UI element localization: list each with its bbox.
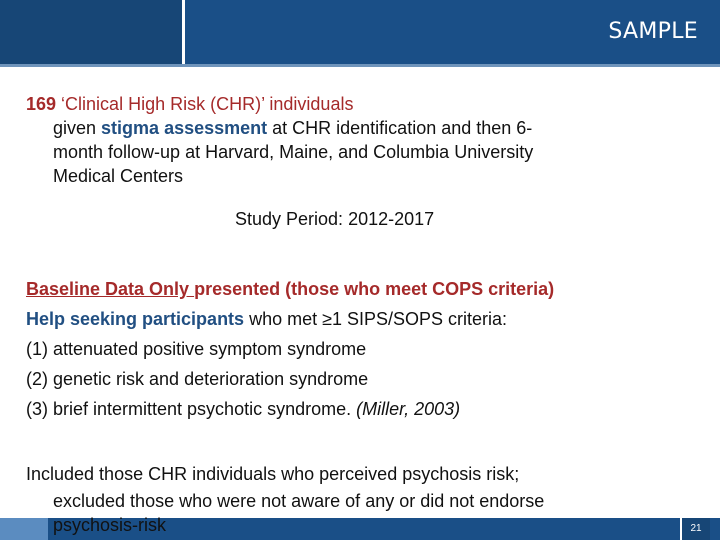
sample-description: [26, 92, 686, 188]
footer-light-block: [0, 518, 48, 540]
page-number: 21: [680, 518, 710, 540]
baseline-data-rest: presented (those who meet COPS criteria): [194, 279, 555, 299]
sample-line-4: Medical Centers: [53, 166, 184, 186]
inclusion-line-1: Included those CHR individuals who perceived psychosis risk;: [26, 464, 520, 484]
criteria-line-2: [26, 304, 706, 334]
sample-count: 169: [26, 94, 57, 114]
criteria-item-1: (1) attenuated positive symptom syndrome: [26, 339, 367, 359]
sample-line-3: month follow-up at Harvard, Maine, and Columbia University: [53, 142, 534, 162]
section-title: SAMPLE: [608, 19, 698, 44]
baseline-data-label: Baseline Data Only: [26, 279, 195, 299]
study-period: Study Period: 2012-2017: [235, 209, 435, 229]
sample-phrase: ‘Clinical High Risk (CHR)’ individuals: [56, 94, 354, 114]
stigma-assessment-text: stigma assessment: [101, 118, 268, 138]
help-seeking-rest: who met ≥1 SIPS/SOPS criteria:: [244, 309, 508, 329]
sample-line-2: [26, 116, 686, 140]
sample-line-2-post: at CHR identification and then 6-: [267, 118, 533, 138]
help-seeking-label: Help seeking participants: [26, 309, 245, 329]
criteria-line-1: [26, 274, 706, 304]
header-divider: [0, 64, 720, 67]
criteria-item-3: [26, 394, 706, 424]
inclusion-line-3: psychosis-risk: [53, 515, 167, 535]
criteria-item-2: (2) genetic risk and deterioration syndrome: [26, 369, 369, 389]
criteria-item-3-text: (3) brief intermittent psychotic syndrome.: [26, 399, 357, 419]
header-left-block: [0, 0, 185, 64]
citation: (Miller, 2003): [356, 399, 461, 419]
inclusion-line-2: excluded those who were not aware of any or did not endorse: [53, 491, 545, 511]
header-bar: [0, 0, 720, 64]
sample-line-1: [26, 92, 686, 116]
sample-line-2-pre: given: [53, 118, 102, 138]
inclusion-block: [26, 461, 706, 515]
criteria-block: [26, 274, 706, 424]
